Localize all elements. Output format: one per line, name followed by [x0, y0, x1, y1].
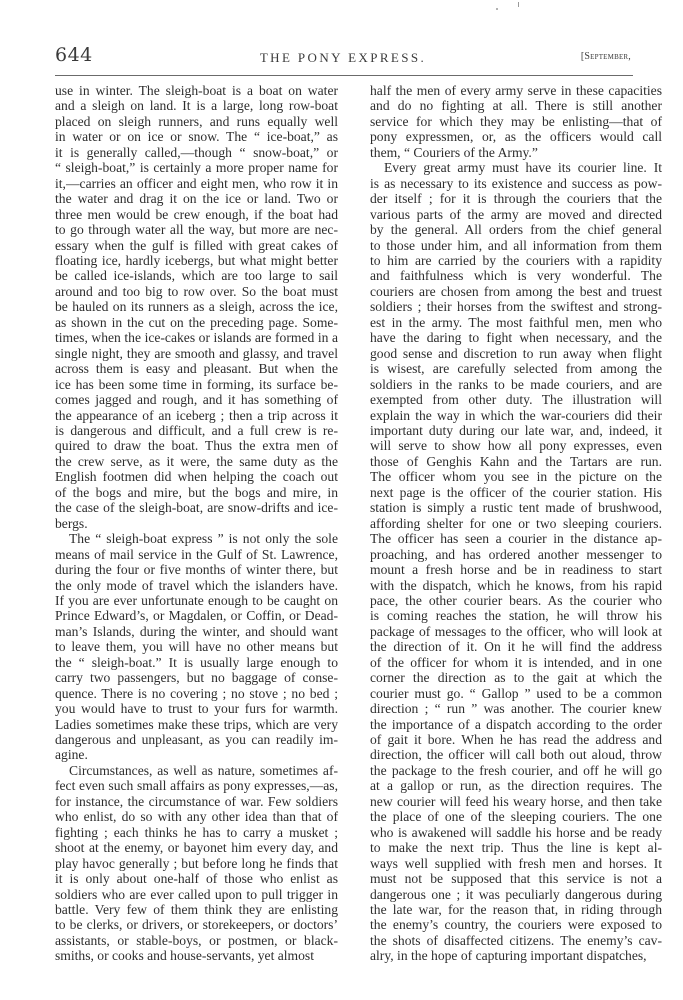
page-header [55, 44, 631, 74]
text-line: have the daring to fight when necessary, and the [370, 330, 662, 346]
text-line: it is generally called,—though “ snow-boat,” or [55, 144, 338, 160]
right-column [370, 83, 662, 964]
text-line: times, when the ice-cakes or islands are formed in a [55, 330, 338, 346]
scan-speck [518, 2, 519, 7]
text-line: it,—carries an officer and eight men, who row it in [55, 175, 338, 191]
text-line: bergs. [55, 515, 88, 531]
text-line: smiths, or cooks and house-servants, yet almost [55, 948, 314, 964]
text-line: single night, they are smooth and glassy, and travel [55, 345, 338, 361]
text-line: half the men of every army serve in these capacities [370, 83, 662, 98]
text-line: affording shelter for one or two sleeping couriers. [370, 515, 662, 531]
text-line: to be clerks, or drivers, or storekeepers, or doctors’ [55, 917, 338, 933]
text-line: as shown in the cut on the preceding page. Some- [55, 314, 338, 330]
text-line: for instance, the circumstance of war. Few soldiers [55, 793, 338, 809]
text-line: agine. [55, 747, 88, 763]
text-line: is dangerous and difficult, and a full crew is re- [55, 422, 338, 438]
text-line: If you are ever unfortunate enough to be caught on [55, 592, 338, 608]
text-line: fect even such small affairs as pony expresses,—as, [55, 778, 338, 794]
text-line: soldiers in the ranks to be made couriers, and are [370, 376, 662, 392]
text-line: the only mode of travel which the islanders have. [55, 577, 338, 593]
text-line: means of mail service in the Gulf of St. Lawrence, [55, 546, 338, 562]
paragraph [55, 531, 338, 763]
text-line: pony expressmen, or, as the officers would call [370, 129, 662, 145]
text-line: play havoc generally ; but before long he finds that [55, 855, 338, 871]
text-line: placed on sleigh runners, and runs equally well [55, 113, 338, 129]
text-line: Ladies sometimes make these trips, which are very [55, 716, 338, 732]
text-line: by the general. All orders from the chief general [370, 222, 662, 238]
text-line: the appearance of an iceberg ; then a trip across it [55, 407, 338, 423]
text-line: to him are carried by the couriers with a rapidity [370, 252, 662, 268]
text-line: alry, in the hope of capturing important dispatches, [370, 948, 647, 964]
text-line: various parts of the army are moved and directed [370, 206, 662, 222]
text-line: package of messages to the officer, who will look at [370, 623, 662, 639]
text-line: those of Genghis Kahn and the Tartars are run. [370, 453, 662, 469]
text-line: be hauled on its runners as a sleigh, across the ice, [55, 299, 338, 315]
text-line: service for which they may be enlisting—that of [370, 113, 662, 129]
text-line: English footmen did when helping the coach out [55, 469, 338, 485]
text-line: and faithfulness which is very wonderful. The [370, 268, 662, 284]
text-line: important duty during our late war, and, indeed, it [370, 422, 662, 438]
text-line: new courier will feed his weary horse, and then take [370, 793, 662, 809]
text-line: corner the direction as to the gait at which the [370, 670, 662, 686]
text-line: to those under him, and all information from them [370, 237, 662, 253]
text-line: est in the army. The most faithful men, men who [370, 314, 662, 330]
text-line: soldiers who are ever called upon to pull trigger in [55, 886, 338, 902]
text-line: them, “ Couriers of the Army.” [370, 144, 538, 160]
text-line: courier must go. “ Gallop ” used to be a common [370, 685, 662, 701]
text-line: floating ice, hardly icebergs, but what might better [55, 252, 338, 268]
text-line: across them is easy and pleasant. But when the [55, 361, 338, 377]
text-line: is wisest, are carefully selected from among the [370, 361, 662, 377]
text-line: be called ice-islands, which are too large to sail [55, 268, 338, 284]
left-column [55, 83, 338, 964]
text-line: and a sleigh on land. It is a large, long row-boat [55, 98, 338, 114]
text-line: must not be supposed that this service is not a [370, 871, 662, 887]
text-line: in water or on ice or snow. The “ ice-boat,” as [55, 129, 338, 145]
text-line: comes jagged and rough, and it has something of [55, 392, 338, 408]
text-line: direction ; “ run ” was another. The courier knew [370, 701, 662, 717]
header-rule [55, 75, 633, 76]
text-line: Circumstances, as well as nature, sometimes af- [69, 762, 338, 778]
text-line: exempted from other duty. The illustration will [370, 392, 662, 408]
text-line: of the officer for whom it is intended, and in one [370, 654, 662, 670]
text-line: explain the way in which the war-couriers did their [370, 407, 662, 423]
text-line: the crew serve, as it were, the same duty as the [55, 453, 338, 469]
text-line: Prince Edward’s, or Magdalen, or Coffin, or Dead- [55, 608, 338, 624]
text-line: the direction of it. On it he will find the address [370, 639, 662, 655]
text-line: the package to the fresh courier, and off he will go [370, 762, 662, 778]
paragraph [370, 83, 662, 160]
text-line: soldiers ; their horses from the swiftest and strong- [370, 299, 662, 315]
text-line: is as necessary to its existence and success as pow- [370, 175, 662, 191]
text-line: will serve to show how all pony expresses, even [370, 438, 662, 454]
text-line: of gait it bore. When he has read the address and [370, 732, 662, 748]
text-line: to make the next trip. Thus the line is kept al- [370, 840, 662, 856]
text-line: around and too big to row over. So the boat must [55, 283, 338, 299]
text-line: fighting ; each thinks he has to carry a musket ; [55, 824, 338, 840]
text-line: “ sleigh-boat,” is certainly a more proper name for [55, 160, 338, 176]
text-line: and do no fighting at all. There is still another [370, 98, 662, 114]
text-line: good sense and discretion to run away when flight [370, 345, 662, 361]
text-line: ice has been some time in forming, its surface be- [55, 376, 338, 392]
paragraph [370, 160, 662, 964]
text-line: at a gallop or run, as the direction requires. The [370, 778, 662, 794]
running-title: THE PONY EXPRESS. [259, 50, 427, 65]
text-line: the importance of a dispatch according to the order [370, 716, 662, 732]
text-line: the case of the sleigh-boat, are snow-drifts and ice- [55, 500, 338, 516]
paragraph [55, 763, 338, 964]
text-line: station is simply a rustic tent made of brushwood, [370, 500, 662, 516]
text-line: who is awakened will saddle his horse and be ready [370, 824, 662, 840]
text-line: is coming reaches the station, he will throw his [370, 608, 662, 624]
text-line: quence. There is no covering ; no stove ; no bed ; [55, 685, 338, 701]
text-line: to leave them, you will have no other means but [55, 639, 338, 655]
text-line: essary when the gulf is filled with great cakes of [55, 237, 338, 253]
text-line: ways well supplied with fresh men and horses. It [370, 855, 662, 871]
text-line: couriers are chosen from among the best and truest [370, 283, 662, 299]
text-line: man’s Islands, during the winter, and should want [55, 623, 338, 639]
text-line: quired to draw the boat. Thus the extra men of [55, 438, 338, 454]
text-line: the place of one of the sleeping couriers. The one [370, 809, 662, 825]
text-line: The “ sleigh-boat express ” is not only the sole [69, 531, 338, 547]
text-line: der itself ; for it is through the couriers that the [370, 191, 662, 207]
text-line: it is only about one-half of those who enlist as [55, 871, 338, 887]
paragraph [55, 83, 338, 531]
running-date: [September, [580, 51, 631, 62]
text-line: proaching, and has ordered another messenger to [370, 546, 662, 562]
text-line: carry two passengers, but no baggage of conse- [55, 670, 338, 686]
scan-speck [496, 8, 498, 10]
page-number: 644 [55, 44, 93, 66]
text-line: you would have to trust to your furs for warmth. [55, 701, 338, 717]
text-line: of the bogs and mire, but the bogs and mire, in [55, 484, 338, 500]
text-line: who enlist, do so with any other idea than that of [55, 809, 338, 825]
text-line: assistants, or stable-boys, or postmen, or black- [55, 932, 338, 948]
text-line: shoot at the enemy, or bayonet him every day, and [55, 840, 338, 856]
text-line: mount a fresh horse and be in readiness to start [370, 562, 662, 578]
text-line: dangerous one ; it was peculiarly dangerous during [370, 886, 662, 902]
text-line: the shots of disaffected citizens. The enemy’s cav- [370, 932, 662, 948]
text-line: Every great army must have its courier line. It [384, 160, 662, 176]
text-line: battle. Very few of them think they are enlisting [55, 902, 338, 918]
text-line: during the four or five months of winter there, but [55, 562, 338, 578]
text-line: pace, the other courier bears. As the courier who [370, 592, 662, 608]
text-line: three men would be crew enough, if the boat had [55, 206, 338, 222]
text-line: the “ sleigh-boat.” It is usually large enough to [55, 654, 338, 670]
text-line: the water and drag it on the ice or land. Two or [55, 191, 338, 207]
text-line: to go through water all the way, but more are nec- [55, 222, 338, 238]
text-line: with the dispatch, which he knows, from his rapid [370, 577, 662, 593]
text-line: use in winter. The sleigh-boat is a boat on water [55, 83, 338, 98]
text-line: The officer whom you see in the picture on the [370, 469, 662, 485]
text-line: The officer has seen a courier in the distance ap- [370, 531, 662, 547]
text-line: next page is the officer of the courier station. His [370, 484, 662, 500]
text-line: the enemy’s country, the couriers were exposed to [370, 917, 662, 933]
text-line: direction, the officer will call both out aloud, throw [370, 747, 662, 763]
text-line: the late war, for the reason that, in riding through [370, 902, 662, 918]
text-line: dangerous and unpleasant, as you can readily im- [55, 732, 338, 748]
